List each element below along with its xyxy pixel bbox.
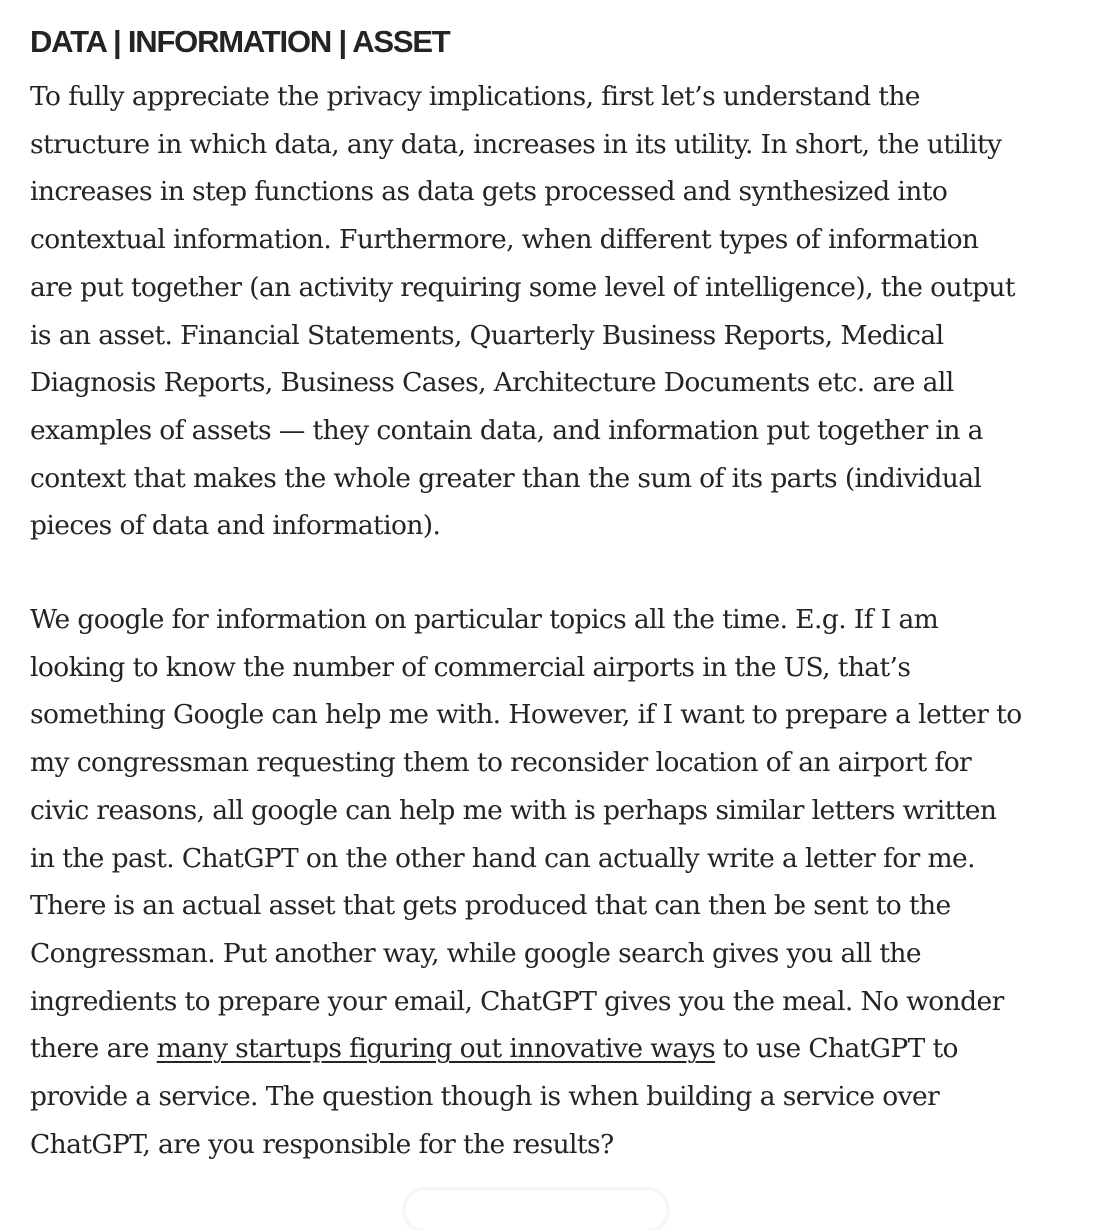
paragraph-line-with-link [30,1025,1022,1073]
paragraph-line: structure in which data, any data, increases in its utility. In short, the utility [30,128,1002,160]
paragraph-line: There is an actual asset that gets produced that can then be sent to the [30,890,951,922]
paragraph-line: context that makes the whole greater than the sum of its parts (individual [30,462,982,494]
link-suffix-text: to use ChatGPT to [714,1033,958,1065]
paragraph-line: provide a service. The question though is when building a service over [30,1081,940,1113]
paragraph-line: civic reasons, all google can help me with is perhaps similar letters written [30,794,997,826]
paragraph-google-vs-chatgpt [30,596,1022,1168]
floating-action-bar[interactable] [405,1190,667,1230]
paragraph-line: increases in step functions as data gets processed and synthesized into [30,176,948,208]
startups-link[interactable]: many startups figuring out innovative ways [156,1033,715,1065]
paragraph-line: ingredients to prepare your email, ChatGPT gives you the meal. No wonder [30,985,1004,1017]
paragraph-line: Congressman. Put another way, while google search gives you all the [30,937,921,969]
paragraph-line: in the past. ChatGPT on the other hand can actually write a letter for me. [30,842,975,874]
paragraph-line: looking to know the number of commercial airports in the US, that’s [30,651,911,683]
paragraph-line: are put together (an activity requiring some level of intelligence), the output [30,271,1015,303]
paragraph-line: contextual information. Furthermore, when different types of information [30,224,979,256]
paragraph-line: is an asset. Financial Statements, Quarterly Business Reports, Medical [30,319,944,351]
paragraph-line: ChatGPT, are you responsible for the results? [30,1128,614,1160]
paragraph-data-information-asset [30,73,1015,550]
paragraph-line: pieces of data and information). [30,510,441,542]
paragraph-line: examples of assets — they contain data, and information put together in a [30,414,983,446]
paragraph-line: To fully appreciate the privacy implications, first let’s understand the [30,81,920,112]
paragraph-line: We google for information on particular topics all the time. E.g. If I am [30,604,939,635]
paragraph-line: my congressman requesting them to reconsider location of an airport for [30,747,972,779]
section-heading: DATA | INFORMATION | ASSET [30,24,450,59]
paragraph-line: something Google can help me with. However, if I want to prepare a letter to [30,699,1022,731]
paragraph-line: Diagnosis Reports, Business Cases, Architecture Documents etc. are all [30,367,954,399]
link-prefix-text: there are [30,1033,157,1065]
